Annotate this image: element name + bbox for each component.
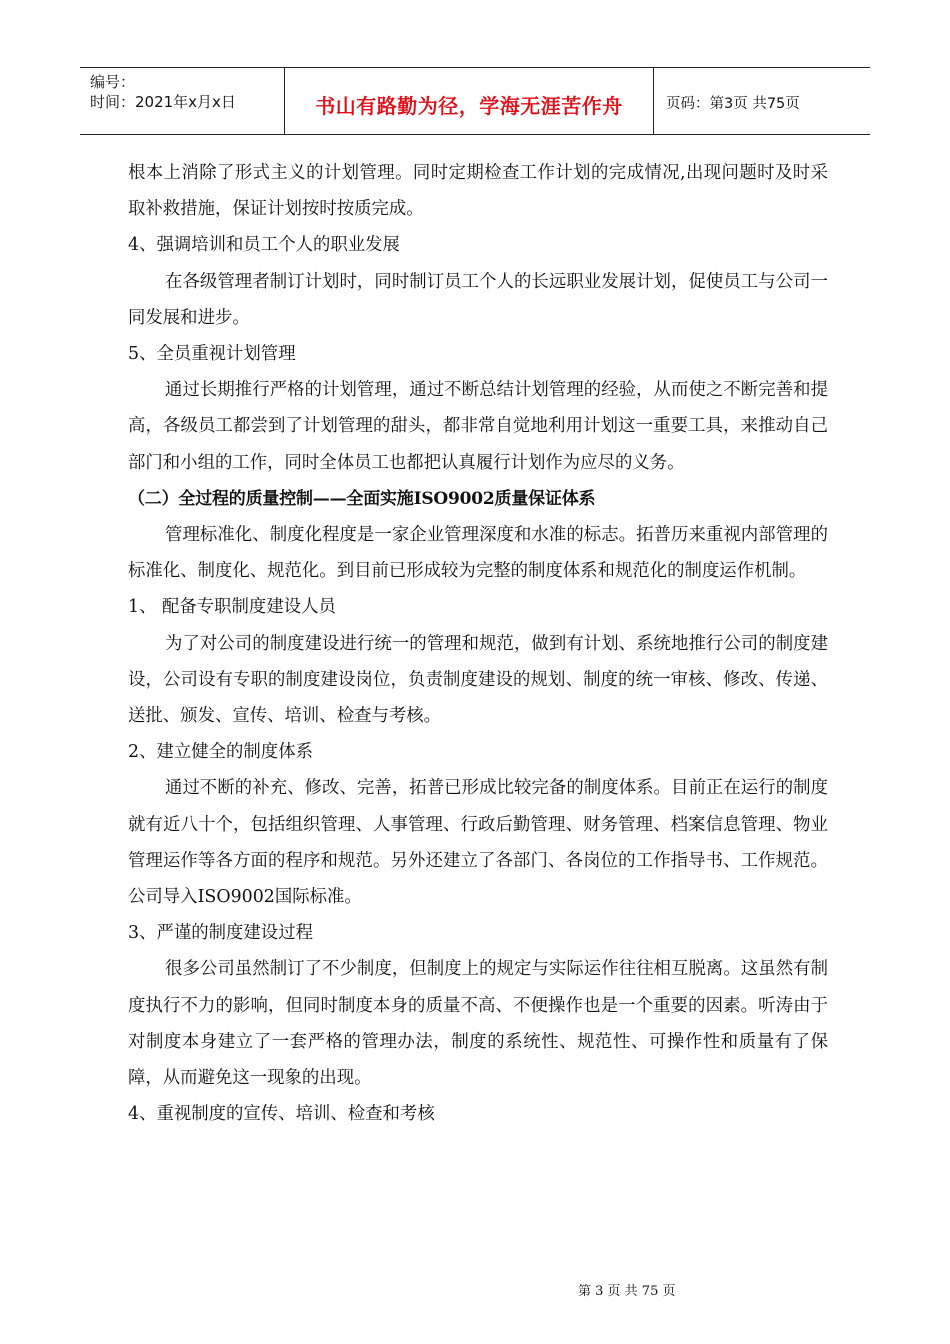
paragraph: 根本上消除了形式主义的计划管理。同时定期检查工作计划的完成情况,出现问题时及时采取补救措施，保证计划按时按质完成。 xyxy=(128,163,828,220)
paragraph: 通过长期推行严格的计划管理，通过不断总结计划管理的经验，从而使之不断完善和提高，各级员工都尝到了计划管理的甜头，都非常自觉地利用计划这一重要工具，来推动自己部门和小组的工作，同时全体员工也都把认真履行计划作为应尽的义务。 xyxy=(128,380,828,473)
section-heading: 3、严谨的制度建设过程 xyxy=(128,923,313,944)
paragraph: 管理标准化、制度化程度是一家企业管理深度和水准的标志。拓普历来重视内部管理的标准化、制度化、规范化。到目前已形成较为完整的制度体系和规范化的制度运作机制。 xyxy=(128,525,828,582)
document-body xyxy=(128,155,828,1132)
section-heading: 1、 配备专职制度建设人员 xyxy=(128,597,336,618)
header-meta xyxy=(80,68,285,134)
section-heading: 5、全员重视计划管理 xyxy=(128,344,296,365)
paragraph: 在各级管理者制订计划时，同时制订员工个人的长远职业发展计划，促使员工与公司一同发展和进步。 xyxy=(128,271,828,328)
document-date: 时间：2021年x月x日 xyxy=(90,93,236,111)
footer-page-number: 第 3 页 共 75 页 xyxy=(578,1284,676,1299)
section-heading: 4、重视制度的宣传、培训、检查和考核 xyxy=(128,1104,435,1125)
header-motto: 书山有路勤为径，学海无涯苦作舟 xyxy=(285,68,654,134)
header-page-info: 页码：第3页 共75页 xyxy=(666,95,800,112)
paragraph: 很多公司虽然制订了不少制度，但制度上的规定与实际运作往往相互脱离。这虽然有制度执行不力的影响，但同时制度本身的质量不高、不便操作也是一个重要的因素。听涛由于对制度本身建立了一套严格的管理办法，制度的系统性、规范性、可操作性和质量有了保障，从而避免这一现象的出现。 xyxy=(128,959,828,1089)
section-heading: 4、强调培训和员工个人的职业发展 xyxy=(128,235,400,256)
paragraph: 通过不断的补充、修改、完善，拓普已形成比较完备的制度体系。目前正在运行的制度就有近八十个，包括组织管理、人事管理、行政后勤管理、财务管理、档案信息管理、物业管理运作等各方面的程序和规范。另外还建立了各部门、各岗位的工作指导书、工作规范。公司导入ISO9002国际标准。 xyxy=(128,778,828,908)
page-header xyxy=(80,67,870,135)
chapter-heading: （二）全过程的质量控制——全面实施ISO9002质量保证体系 xyxy=(128,488,596,509)
document-number-label: 编号： xyxy=(90,73,136,91)
section-heading: 2、建立健全的制度体系 xyxy=(128,742,313,763)
paragraph: 为了对公司的制度建设进行统一的管理和规范，做到有计划、系统地推行公司的制度建设，公司设有专职的制度建设岗位，负责制度建设的规划、制度的统一审核、修改、传递、送批、颁发、宣传、培训、检查与考核。 xyxy=(128,633,828,727)
